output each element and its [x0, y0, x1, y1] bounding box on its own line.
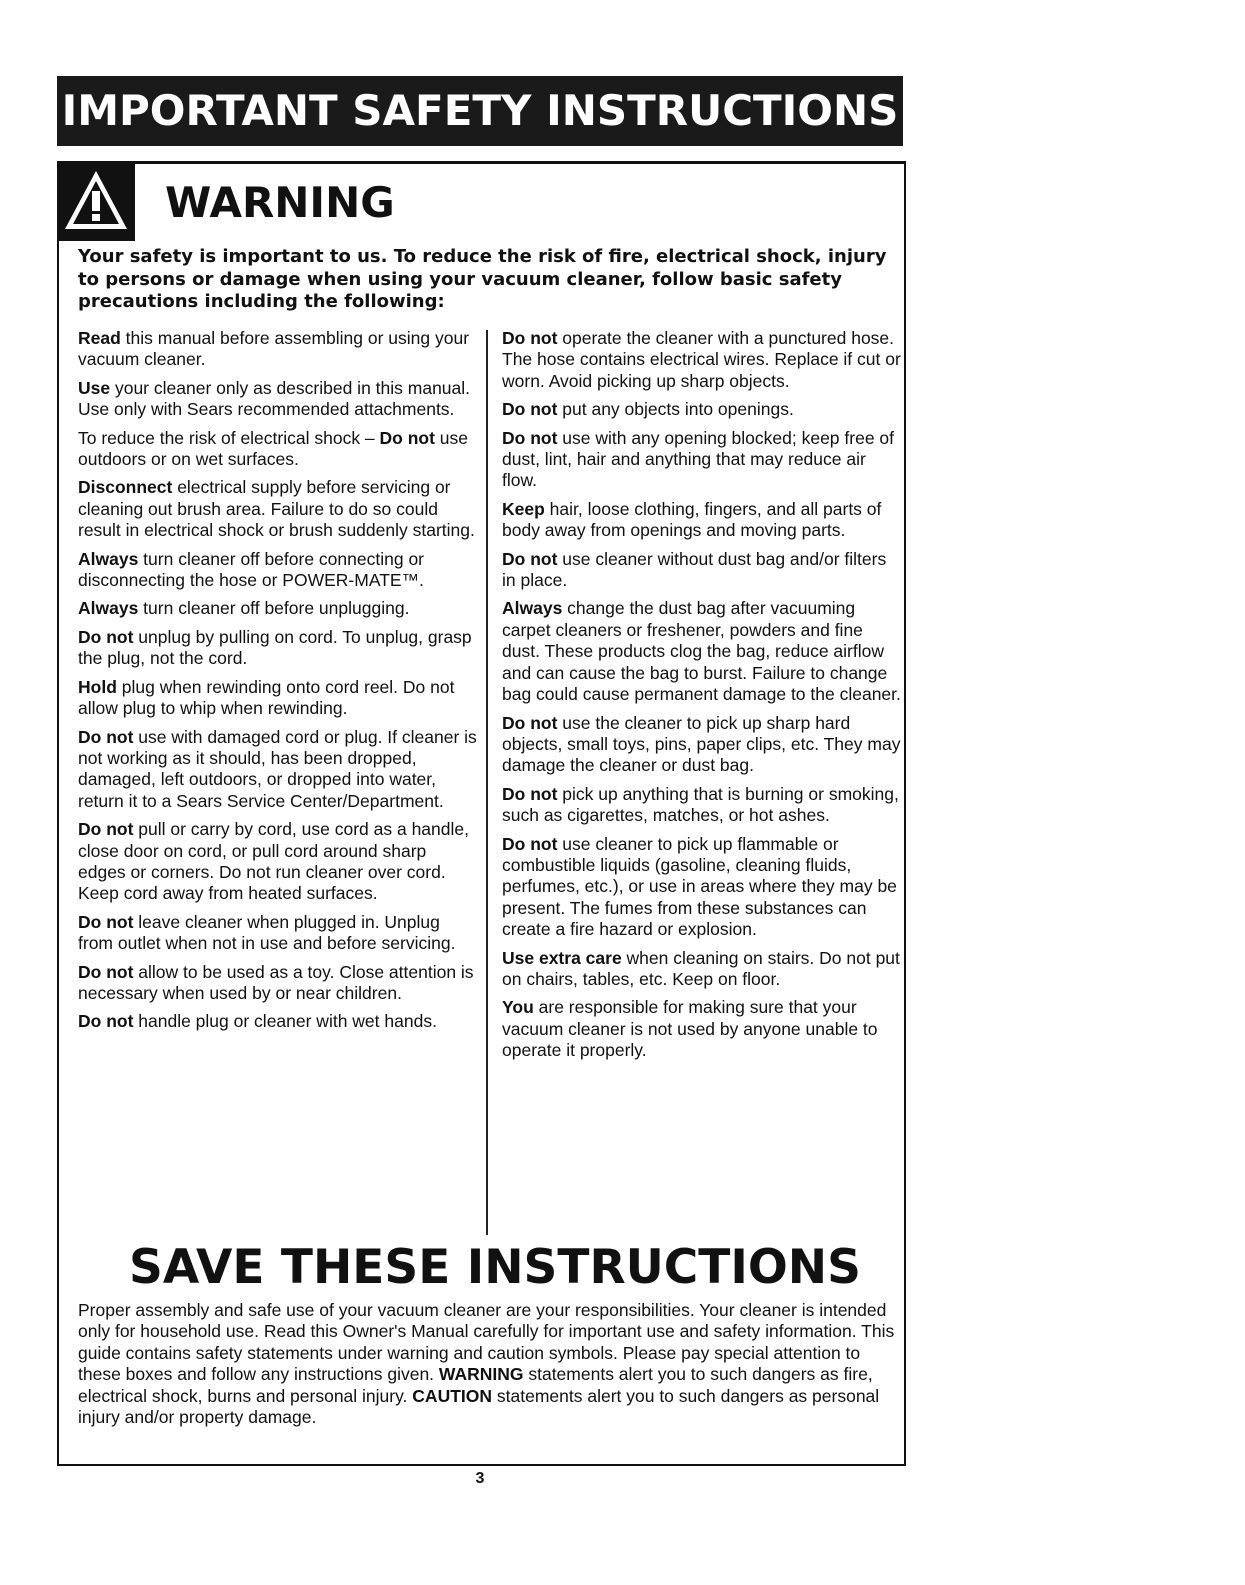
instruction-item: [78, 677, 478, 720]
instruction-item: [78, 727, 478, 813]
instruction-lead: Do not: [502, 833, 558, 854]
instruction-lead: Do not: [78, 1011, 134, 1032]
instruction-item: [502, 499, 902, 542]
instruction-text: turn cleaner off before unplugging.: [138, 598, 410, 619]
instruction-text: use outdoors or on wet surfaces.: [78, 427, 469, 470]
instruction-lead: Do not: [78, 911, 134, 932]
instruction-text: this manual before assembling or using your vacuum cleaner.: [78, 328, 470, 370]
warning-intro: Your safety is important to us. To reduce the risk of fire, electrical shock, injury to persons or damage when using your vacuum cleaner, follow basic safety precautions including the following:: [78, 246, 887, 312]
instruction-item: [78, 549, 478, 592]
instruction-item: [502, 834, 902, 941]
instruction-text: plug when rewinding onto cord reel. Do not allow plug to whip when rewinding.: [78, 676, 455, 719]
instruction-item: [502, 713, 902, 777]
instruction-text: pull or carry by cord, use cord as a handle, close door on cord, or pull cord around sharp edges or corners. Do not run cleaner over cord. Keep cord away from heated surfaces.: [78, 819, 469, 904]
instruction-item: [78, 598, 478, 619]
instruction-lead: Do not: [379, 427, 435, 448]
instruction-text: turn cleaner off before connecting or disconnecting the hose or POWER-MATE™.: [78, 548, 425, 591]
warning-heading: WARNING: [165, 178, 395, 227]
save-instructions-heading: SAVE THESE INSTRUCTIONS: [129, 1240, 861, 1295]
instruction-item: [78, 1011, 478, 1032]
instruction-item: [502, 399, 902, 420]
footer-paragraph: Proper assembly and safe use of your vacuum cleaner are your responsibilities. Your cleaner is intended only for household use. Read this Owner's Manual carefully for important use and safety information. This guide contains safety statements under warning and caution symbols. Please pay special attention to these boxes and follow any instructions given. WARNING statements alert you to such dangers as fire, electrical shock, burns and personal injury. CAUTION statements alert you to such dangers as personal injury and/or property damage.: [78, 1300, 895, 1428]
instruction-item: [78, 378, 478, 421]
instruction-lead: Do not: [502, 399, 558, 420]
instruction-lead: Use extra care: [502, 947, 622, 968]
instruction-text: allow to be used as a toy. Close attention is necessary when used by or near children.: [78, 961, 474, 1003]
instruction-text: handle plug or cleaner with wet hands.: [133, 1011, 437, 1032]
instruction-text: pick up anything that is burning or smoking, such as cigarettes, matches, or hot ashes.: [502, 783, 899, 826]
safety-banner: IMPORTANT SAFETY INSTRUCTIONS: [57, 76, 903, 146]
left-instruction-column: [78, 328, 478, 1040]
instruction-item: [502, 428, 902, 492]
instruction-text: electrical supply before servicing or cleaning out brush area. Failure to do so could result in electrical shock or brush suddenly starting.: [78, 477, 475, 541]
instruction-item: [78, 627, 478, 670]
instruction-lead: Do not: [78, 726, 134, 747]
instruction-item: [78, 962, 478, 1005]
instruction-item: [502, 784, 902, 827]
instruction-lead: Hold: [78, 676, 117, 697]
instruction-lead: Always: [502, 598, 563, 619]
instruction-item: [502, 549, 902, 592]
instruction-text: unplug by pulling on cord. To unplug, grasp the plug, not the cord.: [78, 626, 472, 669]
instruction-text: use with any opening blocked; keep free of dust, lint, hair and anything that may reduce air flow.: [502, 427, 895, 491]
instruction-lead: Do not: [502, 427, 558, 448]
instruction-lead: Read: [78, 328, 121, 348]
instruction-text: put any objects into openings.: [557, 399, 794, 420]
instruction-text: when cleaning on stairs. Do not put on chairs, tables, etc. Keep on floor.: [502, 947, 900, 989]
instruction-lead: You: [502, 997, 534, 1018]
instruction-text: use cleaner to pick up flammable or combustible liquids (gasoline, cleaning fluids, perfumes, etc.), or use in areas where they may be present. The fumes from these substances can create a fire hazard or explosion.: [502, 833, 897, 940]
right-instruction-column: [502, 328, 902, 1069]
instruction-item: [78, 477, 478, 541]
instruction-lead: Always: [78, 548, 139, 569]
instruction-item: [78, 912, 478, 955]
column-divider: [486, 330, 488, 1235]
instruction-item: [502, 948, 902, 991]
instruction-lead: Keep: [502, 498, 545, 519]
instruction-lead: Do not: [502, 548, 558, 569]
instruction-lead: Always: [78, 598, 139, 619]
instruction-text: are responsible for making sure that your vacuum cleaner is not used by anyone unable to operate it properly.: [502, 997, 878, 1061]
instruction-text: change the dust bag after vacuuming carpet cleaners or freshener, powders and fine dust. These products clog the bag, reduce airflow and can cause the bag to burst. Failure to change bag could cause permanent damage to the cleaner.: [502, 598, 901, 705]
instruction-item: [78, 819, 478, 905]
warning-triangle-icon: [57, 161, 135, 241]
page-number: 3: [475, 1470, 485, 1487]
instruction-text: To reduce the risk of electrical shock –: [78, 427, 380, 448]
instruction-lead: Do not: [78, 819, 134, 840]
instruction-text: use the cleaner to pick up sharp hard objects, small toys, pins, paper clips, etc. They may damage the cleaner or dust bag.: [502, 712, 901, 776]
instruction-text: use cleaner without dust bag and/or filters in place.: [502, 548, 887, 591]
instruction-item: [78, 428, 478, 471]
instruction-text: hair, loose clothing, fingers, and all parts of body away from openings and moving parts.: [502, 498, 882, 541]
instruction-lead: Do not: [78, 961, 134, 982]
instruction-text: leave cleaner when plugged in. Unplug from outlet when not in use and before servicing.: [78, 911, 456, 954]
instruction-lead: Do not: [78, 626, 134, 647]
instruction-text: your cleaner only as described in this manual. Use only with Sears recommended attachments.: [78, 377, 471, 420]
instruction-lead: Do not: [502, 712, 558, 733]
instruction-lead: Use: [78, 377, 111, 398]
instruction-text: operate the cleaner with a punctured hose. The hose contains electrical wires. Replace if cut or worn. Avoid picking up sharp objects.: [502, 328, 901, 391]
instruction-item: [502, 997, 902, 1061]
instruction-lead: Disconnect: [78, 477, 173, 498]
instruction-lead: Do not: [502, 328, 558, 348]
instruction-item: [502, 598, 902, 705]
instruction-item: [78, 328, 478, 371]
instruction-lead: Do not: [502, 783, 558, 804]
instruction-text: use with damaged cord or plug. If cleaner is not working as it should, has been dropped, damaged, left outdoors, or dropped into water, return it to a Sears Service Center/Department.: [78, 726, 477, 811]
instruction-item: [502, 328, 902, 392]
